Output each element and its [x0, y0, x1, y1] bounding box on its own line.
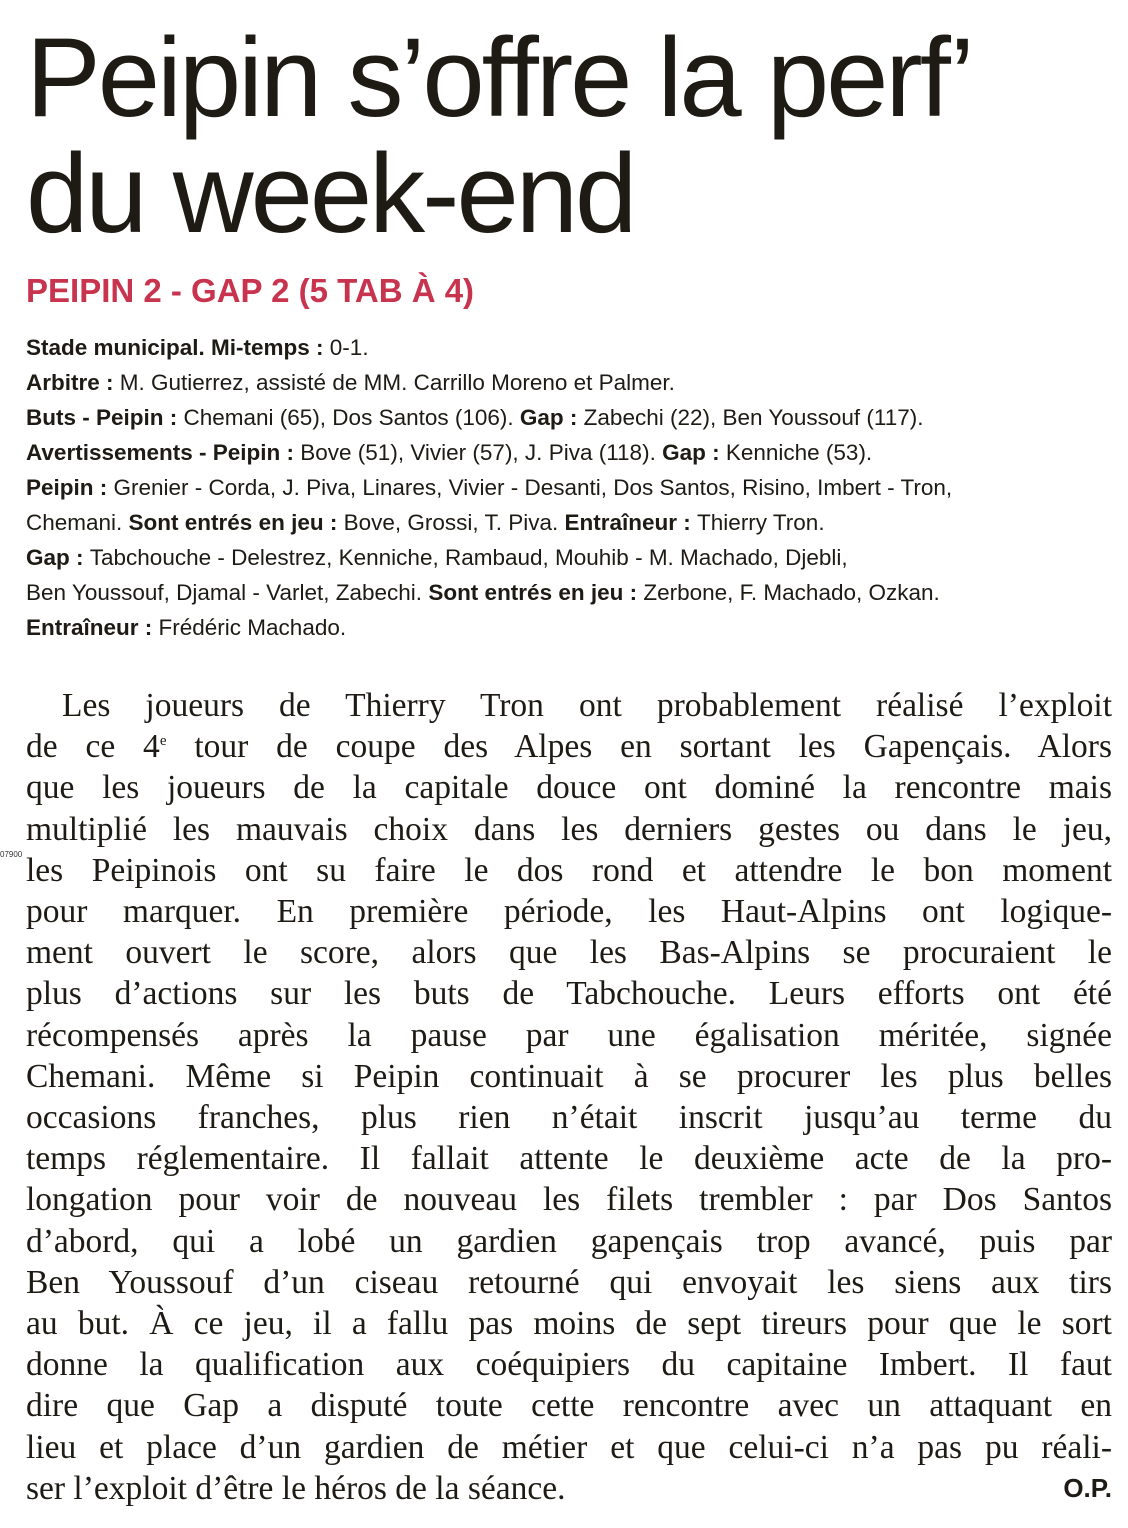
article-line: récompensés après la pause par une égalisation méritée, signée — [26, 1016, 1112, 1054]
article-text: de ce 4 — [26, 728, 160, 766]
match-facts — [26, 330, 1121, 645]
article-line: Chemani. Même si Peipin continuait à se procurer les plus belles — [26, 1057, 1112, 1095]
headline — [26, 15, 1116, 256]
facts-text: Zerbone, F. Machado, Ozkan. — [643, 580, 940, 605]
article-line: lieu et place d’un gardien de métier et que celui-ci n’a pas pu réali- — [26, 1428, 1112, 1466]
facts-text: Tabchouche - Delestrez, Kenniche, Rambaud, Mouhib - M. Machado, Djebli, — [89, 545, 848, 570]
article-line: occasions franches, plus rien n’était inscrit jusqu’au terme du — [26, 1099, 1112, 1137]
facts-text: Bove (51), Vivier (57), J. Piva (118). — [300, 440, 663, 465]
facts-text: M. Gutierrez, assisté de MM. Carrillo Moreno et Palmer. — [119, 370, 675, 395]
facts-label: Peipin : — [26, 475, 114, 500]
facts-line — [26, 330, 1121, 365]
facts-line — [26, 505, 1121, 540]
article-line — [26, 726, 1112, 767]
facts-line — [26, 540, 1121, 575]
facts-text: 0-1. — [329, 335, 369, 360]
author-signature: O.P. — [1063, 1472, 1112, 1503]
article-line: ment ouvert le score, alors que les Bas-Alpins se procuraient le — [26, 934, 1112, 972]
article-line: dire que Gap a disputé toute cette rencontre avec un attaquant en — [26, 1387, 1112, 1425]
article-line: donne la qualification aux coéquipiers du capitaine Imbert. Il faut — [26, 1346, 1112, 1384]
facts-label: Arbitre : — [26, 370, 120, 395]
article-line: multiplié les mauvais choix dans les derniers gestes ou dans le jeu, — [26, 810, 1112, 848]
facts-text: Thierry Tron. — [697, 510, 825, 535]
facts-text: Bove, Grossi, T. Piva. — [343, 510, 565, 535]
facts-label: Gap : — [662, 440, 726, 465]
facts-label: Sont entrés en jeu : — [428, 580, 644, 605]
article-text: tour de coupe des Alpes en sortant les Gapençais. Alors — [166, 728, 1112, 766]
article-line: Les joueurs de Thierry Tron ont probablement réalisé l’exploit — [62, 687, 1112, 724]
facts-label: Gap : — [26, 545, 90, 570]
article-line: pour marquer. En première période, les Haut-Alpins ont logique- — [26, 893, 1112, 931]
article-line: Ben Youssouf d’un ciseau retourné qui envoyait les siens aux tirs — [26, 1263, 1112, 1301]
facts-text: Chemani. — [26, 510, 129, 535]
facts-text: Grenier - Corda, J. Piva, Linares, Vivier - Desanti, Dos Santos, Risino, Imbert - Tron, — [113, 475, 953, 500]
facts-line — [26, 575, 1121, 610]
article-line: d’abord, qui a lobé un gardien gapençais trop avancé, puis par — [26, 1222, 1112, 1260]
facts-text: Frédéric Machado. — [158, 615, 347, 640]
article-line: temps réglementaire. Il fallait attente le deuxième acte de la pro- — [26, 1140, 1112, 1178]
facts-label: Buts - Peipin : — [26, 405, 184, 430]
facts-line — [26, 365, 1121, 400]
article-line: au but. À ce jeu, il a fallu pas moins de sept tireurs pour que le sort — [26, 1305, 1112, 1343]
article-line: plus d’actions sur les buts de Tabchouche. Leurs efforts ont été — [26, 975, 1112, 1013]
article-body — [26, 685, 1112, 1509]
match-score: PEIPIN 2 - GAP 2 (5 TAB À 4) — [26, 272, 475, 309]
facts-line — [26, 435, 1121, 470]
article-line: longation pour voir de nouveau les filets trembler : par Dos Santos — [26, 1181, 1112, 1219]
article-line: les Peipinois ont su faire le dos rond et attendre le bon moment — [26, 851, 1112, 889]
facts-label: Entraîneur : — [26, 615, 159, 640]
ordinal-superscript: e — [159, 733, 167, 750]
facts-label: Sont entrés en jeu : — [128, 510, 344, 535]
facts-label: Avertissements - Peipin : — [26, 440, 301, 465]
article-line: ser l’exploit d’être le héros de la séance. O.P. — [26, 1468, 1112, 1509]
headline-line-1: Peipin s’offre la perf’ — [26, 15, 972, 140]
article-line: que les joueurs de la capitale douce ont dominé la rencontre mais — [26, 769, 1112, 807]
facts-text: Ben Youssouf, Djamal - Varlet, Zabechi. — [26, 580, 429, 605]
facts-label: Entraîneur : — [564, 510, 698, 535]
facts-line — [26, 470, 1121, 505]
facts-text: Kenniche (53). — [725, 440, 873, 465]
facts-line — [26, 400, 1121, 435]
facts-text: Zabechi (22), Ben Youssouf (117). — [583, 405, 924, 430]
headline-line-2: du week-end — [26, 131, 635, 256]
margin-number: 07900 — [0, 850, 23, 859]
facts-text: Chemani (65), Dos Santos (106). — [183, 405, 520, 430]
facts-label: Stade municipal. Mi-temps : — [26, 335, 330, 360]
facts-label: Gap : — [519, 405, 584, 430]
facts-line — [26, 610, 1121, 645]
